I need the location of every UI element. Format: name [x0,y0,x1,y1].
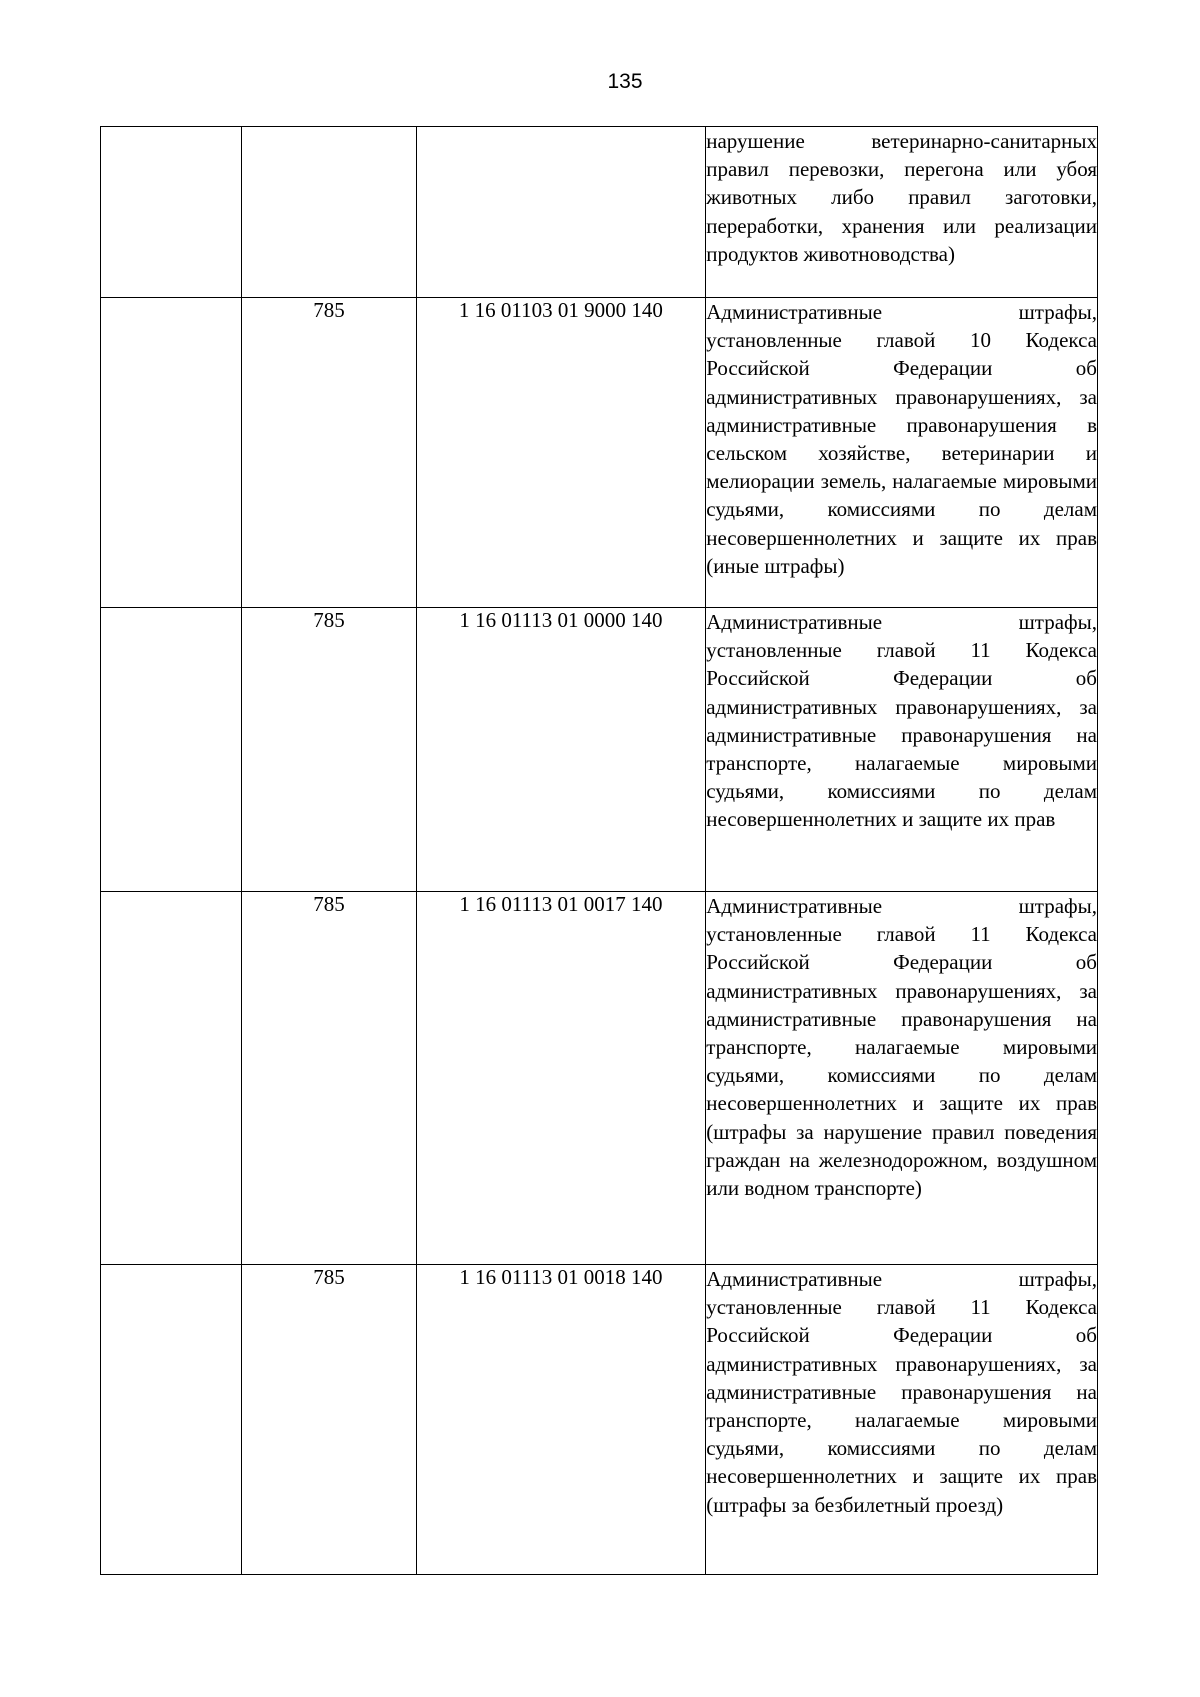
empty-cell [101,608,242,892]
table-row [101,127,1098,298]
admin-code-cell [242,127,416,298]
table-row [101,608,1098,892]
admin-code-cell: 785 [242,608,416,892]
empty-cell [101,298,242,608]
admin-code-cell: 785 [242,892,416,1265]
page-number: 135 [607,70,643,93]
admin-code-cell: 785 [242,1265,416,1575]
empty-cell [101,892,242,1265]
budget-code-cell: 1 16 01113 01 0000 140 [416,608,706,892]
budget-code-cell: 1 16 01103 01 9000 140 [416,298,706,608]
table-row [101,1265,1098,1575]
empty-cell [101,127,242,298]
budget-code-cell: 1 16 01113 01 0017 140 [416,892,706,1265]
empty-cell [101,1265,242,1575]
description-cell: Административные штрафы, установленные главой 11 Кодекса Российской Федерации об административных правонарушениях, за административные правонарушения на транспорте, налагаемые мировыми судьями, комиссиями по делам несовершеннолетних и защите их прав [706,608,1098,892]
budget-code-cell: 1 16 01113 01 0018 140 [416,1265,706,1575]
table-row [101,298,1098,608]
description-cell: Административные штрафы, установленные главой 11 Кодекса Российской Федерации об административных правонарушениях, за административные правонарушения на транспорте, налагаемые мировыми судьями, комиссиями по делам несовершеннолетних и защите их прав (штрафы за нарушение правил поведения граждан на железнодорожном, воздушном или водном транспорте) [706,892,1098,1265]
table-row [101,892,1098,1265]
budget-code-cell [416,127,706,298]
budget-classification-table [100,126,1098,1575]
description-cell: Административные штрафы, установленные главой 11 Кодекса Российской Федерации об административных правонарушениях, за административные правонарушения на транспорте, налагаемые мировыми судьями, комиссиями по делам несовершеннолетних и защите их прав (штрафы за безбилетный проезд) [706,1265,1098,1575]
description-cell: нарушение ветеринарно-санитарных правил перевозки, перегона или убоя животных либо правил заготовки, переработки, хранения или реализации продуктов животноводства) [706,127,1098,298]
description-cell: Административные штрафы, установленные главой 10 Кодекса Российской Федерации об административных правонарушениях, за административные правонарушения в сельском хозяйстве, ветеринарии и мелиорации земель, налагаемые мировыми судьями, комиссиями по делам несовершеннолетних и защите их прав (иные штрафы) [706,298,1098,608]
admin-code-cell: 785 [242,298,416,608]
